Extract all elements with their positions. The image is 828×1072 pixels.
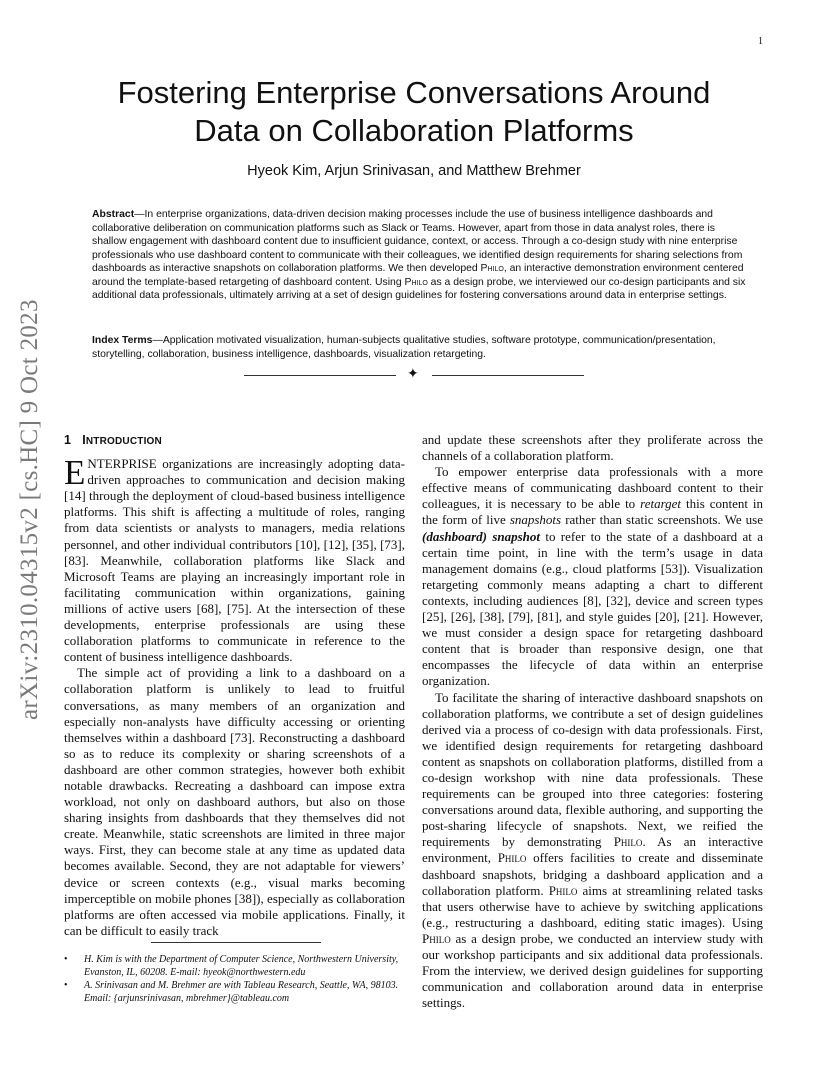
text-run: offers facilities to create and disseminate dashboard snapshots, bridging a dashboard application and a collaboration platform. (422, 850, 763, 898)
text-run: . As an interactive environment, (422, 834, 763, 866)
emphasis-retarget: retarget (640, 496, 682, 512)
footnote-rule (151, 942, 321, 943)
title-line-2: Data on Collaboration Platforms (194, 113, 634, 148)
philo-name: Philo (548, 882, 578, 898)
page-number: 1 (758, 36, 763, 47)
intro-paragraph-1-text: organizations are increasingly adopting data-driven approaches to communication and decision making [14] through the deployment of cloud-based business intelligence platforms. This shift is affecting a multitude of roles, ranging from data scientists or analysts to managers, media relations personnel, and other individual contributors [10], [12], [35], [73], [83]. Meanwhile, collaboration platforms like Slack and Microsoft Teams are playing an increasingly important role in facilitating communication within organizations, gaining millions of active users [68], [75]. At the intersection of these developments, enterprise professionals are using these collaboration platforms to communicate in reference to the content of business intelligence dashboards. (64, 456, 405, 665)
separator-rule-right (432, 375, 584, 376)
bullet-icon: • (64, 980, 68, 991)
section-title-initial: I (82, 433, 86, 447)
intro-paragraph-2: The simple act of providing a link to a dashboard on a collaboration platform is unlikely to lead to fruitful conversations, as many members of an organization and especially non-analysts have difficulty accessing or orienting themselves within a dashboard [73]. Reconstructing a dashboard so as to reduce its complexity or sharing screenshots of a dashboard are other common strategies, however both exhibit notable drawbacks. Recreating a dashboard can impose extra workload, not only on dashboard authors, but also on those sharing insights from dashboards that they themselves did not create. Meanwhile, static screenshots are limited in three major ways. First, they can become stale at any time as updated data becomes available. Second, they are not adaptable for viewers’ device or screen contexts (e.g., visual marks becoming imperceptible on mobile phones [38]), especially as collaboration platforms are often accessed via mobile applications. Finally, it can be difficult to easily track (64, 665, 405, 938)
index-terms-text: —Application motivated visualization, human-subjects qualitative studies, software prototype, communication/presentation, storytelling, collaboration, business intelligence, dashboards, visualization retargeting. (92, 335, 716, 360)
philo-name: Philo (480, 263, 504, 274)
abstract-text-3: as a design probe, we interviewed our co-design participants and six additional data professionals, ultimately arriving at a set of design guidelines for fostering conversations around data in enterprise settings. (92, 276, 746, 301)
left-column (64, 432, 405, 939)
text-run: To facilitate the sharing of interactive dashboard snapshots on collaboration platforms, we contribute a set of design guidelines derived via a process of co-design with data professionals. First, we identified design requirements for retargeting dashboard content as snapshots on collaboration platforms, distilled from a co-design workshop with nine data professionals. These requirements can be grouped into three categories: fostering conversations around data, flexible authoring, and supporting the post-sharing lifecycle of snapshots. Next, we reified the requirements by demonstrating (422, 689, 763, 850)
index-terms-label: Index Terms (92, 335, 153, 346)
text-run: aims at streamlining related tasks that users otherwise have to achieve by switching applications (e.g., restructuring a dashboard, editing static images). Using (422, 882, 763, 930)
footnote-text: A. Srinivasan and M. Brehmer are with Tableau Research, Seattle, WA, 98103. Email: {arjunsrinivasan, mbrehmer}@tableau.com (84, 980, 399, 1004)
arxiv-watermark: arXiv:2310.04315v2 [cs.HC] 9 Oct 2023 (16, 299, 43, 720)
defined-term: (dashboard) snapshot (422, 528, 541, 544)
abstract (92, 208, 746, 303)
section-title-rest: NTRODUCTION (85, 436, 162, 447)
footnote-item (64, 980, 405, 1005)
philo-name: Philo (613, 834, 643, 850)
drop-cap-continuation: NTERPRISE (87, 456, 157, 472)
section-number: 1 (64, 433, 72, 447)
footnotes (64, 954, 405, 1006)
bullet-icon: • (64, 954, 68, 965)
section-heading (64, 432, 405, 450)
right-column (422, 432, 763, 1011)
text-run: to refer to the state of a dashboard at a certain time point, in line with the term’s usage in data management domains (e.g., cloud platforms [53]). Visualization retargeting commonly means adapting a chart to different contexts, including audiences [8], [32], device and screen types [25], [26], [38], [79], [81], and style guides [20], [21]. However, we must consider a design space for retargeting dashboard content that is broader than responsive design, one that encompasses the lifecycle of data within an enterprise organization. (422, 528, 763, 689)
section-separator (244, 369, 584, 383)
index-terms (92, 334, 746, 361)
diamond-icon: ✦ (407, 367, 419, 382)
intro-paragraph-1 (64, 453, 405, 665)
philo-name: Philo (404, 276, 428, 288)
abstract-label: Abstract (92, 209, 135, 220)
intro-paragraph-3 (422, 464, 763, 689)
separator-rule-left (244, 375, 396, 376)
emphasis-snapshots: snapshots (509, 512, 562, 528)
continued-paragraph: and update these screenshots after they proliferate across the channels of a collaboration platform. (422, 432, 763, 464)
author-list: Hyeok Kim, Arjun Srinivasan, and Matthew Brehmer (247, 163, 581, 179)
text-run: this content in the form of live (422, 496, 763, 528)
abstract-text: —In enterprise organizations, data-driven decision making processes include the use of business intelligence dashboards and collaborative deliberation on communication platforms such as Slack or Teams. However, apart from those in data analyst roles, there is shallow engagement with dashboard content due to insufficient guidance, context, or access. Through a co-design study with nine enterprise professionals who use dashboard content to communicate with their colleagues, we identified design requirements for sharing selections from dashboards as interactive snapshots on collaboration platforms. We then developed (92, 209, 743, 274)
abstract-text-2: , an interactive demonstration environment centered around the template-based retargeting of dashboard content. Using (92, 263, 744, 288)
philo-name: Philo (497, 850, 527, 866)
intro-paragraph-4 (422, 690, 763, 1012)
drop-cap: E (64, 453, 86, 493)
footnote-item (64, 954, 405, 979)
title-line-1: Fostering Enterprise Conversations Around (117, 75, 711, 110)
paper-title (60, 74, 768, 150)
footnote-text: H. Kim is with the Department of Computer Science, Northwestern University, Evanston, IL, 60208. E-mail: hyeok@northwestern.edu (84, 954, 399, 978)
philo-name: Philo (422, 930, 451, 946)
text-run: as a design probe, we conducted an interview study with our workshop participants and six additional data professionals. From the interview, we derived design guidelines for supporting communication and collaboration around data in enterprise settings. (422, 930, 763, 1011)
text-run: To empower enterprise data professionals with a more effective means of communicating dashboard content to their colleagues, it is necessary to be able to (422, 464, 763, 512)
text-run: rather than static screenshots. We use (561, 512, 763, 528)
